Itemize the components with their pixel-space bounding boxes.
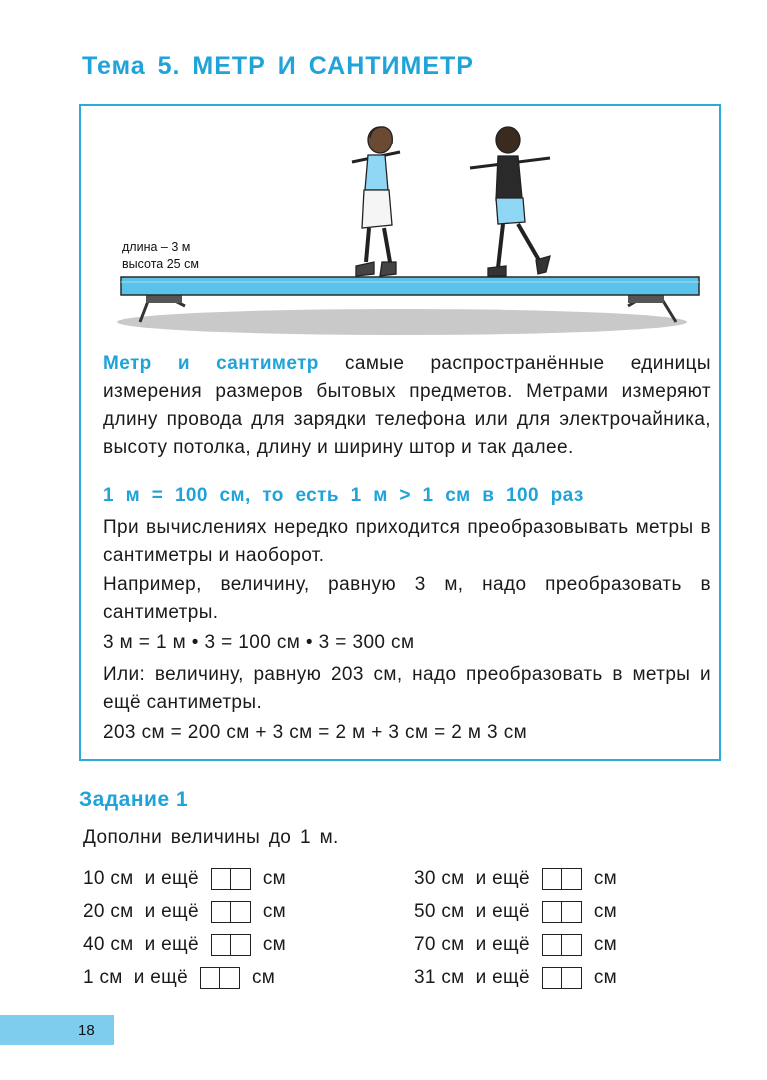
answer-box[interactable] [200, 967, 240, 989]
answer-box[interactable] [542, 934, 582, 956]
task-value: 70 см [414, 934, 465, 955]
task-value: 10 см [83, 868, 134, 889]
task-unit: см [262, 901, 286, 922]
task-value: 30 см [414, 868, 465, 889]
alt-intro: Или: величину, равную 203 см, надо преобразовать в метры и ещё сантиметры. [103, 664, 711, 713]
conversion-note: При вычислениях нередко приходится преобразовывать метры в сантиметры и наоборот. [103, 517, 711, 566]
task-unit: см [593, 934, 617, 955]
task-value: 1 см [83, 967, 123, 988]
task-row [414, 901, 617, 923]
floor-shadow [117, 309, 687, 335]
task-connector: и ещё [144, 901, 199, 922]
task-value: 50 см [414, 901, 465, 922]
beam-height-label: высота 25 см [122, 257, 199, 271]
task-value: 40 см [83, 934, 134, 955]
answer-box[interactable] [542, 901, 582, 923]
task-connector: и ещё [133, 967, 188, 988]
answer-box[interactable] [211, 901, 251, 923]
task-row [83, 934, 286, 956]
page-title: Тема 5. МЕТР И САНТИМЕТР [82, 52, 474, 80]
task-row [414, 967, 617, 989]
balance-beam [121, 277, 699, 295]
task-unit: см [593, 868, 617, 889]
task-value: 31 см [414, 967, 465, 988]
example-formula: 3 м = 1 м • 3 = 100 см • 3 = 300 см [103, 632, 415, 653]
ratio-line [103, 482, 711, 510]
task-value: 20 см [83, 901, 134, 922]
task-connector: и ещё [475, 967, 530, 988]
page-number [0, 1015, 114, 1045]
intro-paragraph [103, 350, 711, 462]
boy-figure [470, 127, 550, 276]
task-connector: и ещё [475, 901, 530, 922]
task-title: Задание 1 [79, 788, 189, 811]
intro-text: самые распространённые единицы измерения размеров бытовых предметов. Метрами измеряют длину провода для зарядки телефона или для электрочайника, высоту потолка, длину и ширину штор и так далее. [103, 353, 711, 458]
task-row [83, 901, 286, 923]
beam-length-label: длина – 3 м [122, 240, 191, 254]
task-prompt: Дополни величины до 1 м. [83, 827, 339, 848]
girl-figure [352, 127, 400, 276]
task-unit: см [593, 967, 617, 988]
task-row [414, 934, 617, 956]
answer-box[interactable] [211, 868, 251, 890]
answer-box[interactable] [211, 934, 251, 956]
page-number-text: 18 [78, 1021, 95, 1039]
task-unit: см [262, 934, 286, 955]
task-row [83, 967, 275, 989]
task-unit: см [262, 868, 286, 889]
balance-beam-illustration [0, 0, 767, 360]
task-connector: и ещё [144, 934, 199, 955]
answer-box[interactable] [542, 868, 582, 890]
task-unit: см [251, 967, 276, 988]
task-connector: и ещё [475, 868, 530, 889]
task-row [414, 868, 617, 890]
example-intro: Например, величину, равную 3 м, надо преобразовать в сантиметры. [103, 574, 711, 623]
task-connector [133, 868, 144, 890]
task-unit: см [593, 901, 617, 922]
intro-term: Метр и сантиметр [103, 353, 319, 374]
task-connector: и ещё [475, 934, 530, 955]
alt-formula: 203 см = 200 см + 3 см = 2 м + 3 см = 2 м 3 см [103, 722, 528, 743]
answer-box[interactable] [542, 967, 582, 989]
ratio-text: 1 м = 100 см, то есть 1 м > 1 см в 100 раз [103, 485, 584, 506]
task-row: 10 см и ещё см [83, 868, 286, 889]
